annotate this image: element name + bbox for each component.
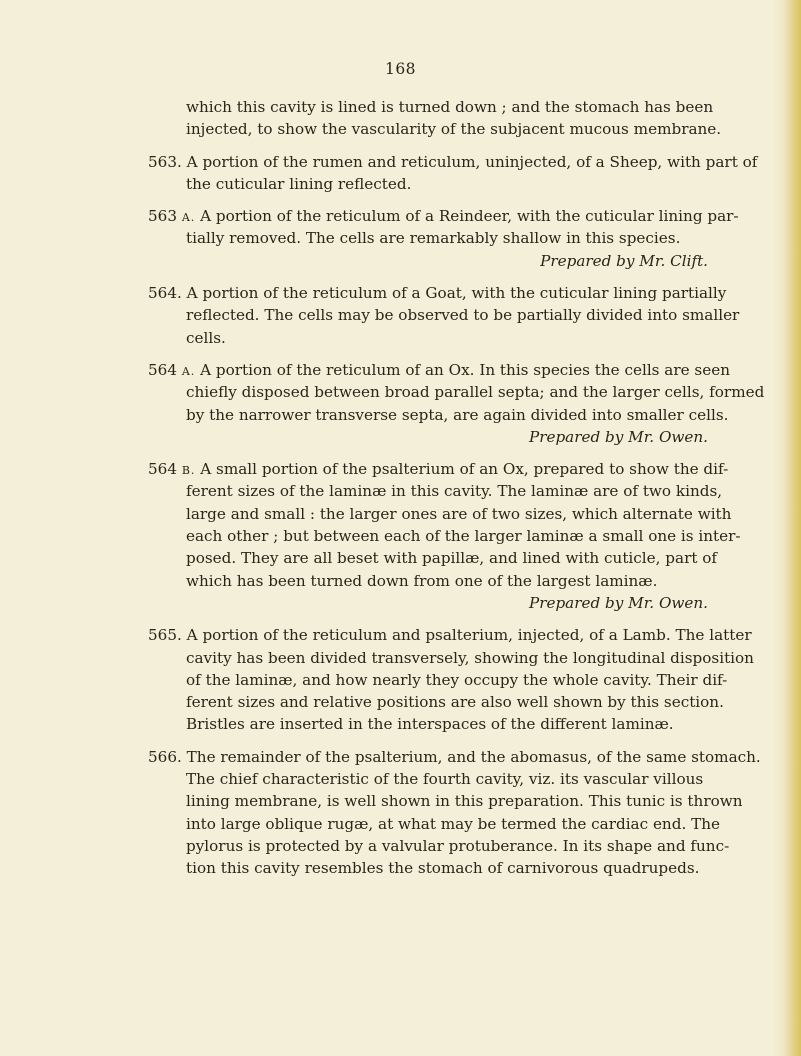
page-edge-shadow xyxy=(773,0,783,1056)
preparer-credit: Prepared by Mr. Owen. xyxy=(528,427,708,446)
entry-line xyxy=(148,570,708,592)
entry-letter: A. xyxy=(181,364,196,378)
entry-line xyxy=(148,381,765,403)
entry-text: reflected. The cells may be observed to be partially divided into smaller xyxy=(186,306,740,325)
entry-line xyxy=(148,547,718,569)
entry-text: each other ; but between each of the larger laminæ a small one is inter- xyxy=(186,527,741,546)
entry-line xyxy=(148,404,729,426)
entry-line xyxy=(148,813,720,835)
entry-letter: B. xyxy=(181,464,196,478)
entry-text: pylorus is protected by a valvular protuberance. In its shape and func- xyxy=(186,836,730,855)
entry-text: lining membrane, is well shown in this preparation. This tunic is thrown xyxy=(186,792,743,811)
entry-line xyxy=(148,790,743,812)
entry-text: which has been turned down from one of the largest laminæ. xyxy=(186,571,658,590)
entry-number: 564. xyxy=(148,284,182,303)
entry-text: ferent sizes and relative positions are also well shown by this section. xyxy=(186,693,724,712)
entry-line xyxy=(148,669,728,691)
entry-text: chiefly disposed between broad parallel septa; and the larger cells, formed xyxy=(186,383,765,402)
entry-number: 564 xyxy=(148,360,177,379)
entry-text: large and small : the larger ones are of two sizes, which alternate with xyxy=(186,504,732,523)
preparer-credit: Prepared by Mr. Clift. xyxy=(540,251,708,270)
entry-text: injected, to show the vascularity of the subjacent mucous membrane. xyxy=(186,120,722,139)
catalogue-entry xyxy=(148,205,739,272)
entry-first-line xyxy=(148,359,730,381)
entry-text: Bristles are inserted in the interspaces of the different laminæ. xyxy=(186,715,674,734)
entry-text: cells. xyxy=(186,328,226,347)
catalogue-entry xyxy=(148,96,722,141)
entry-number: 563 xyxy=(148,207,177,226)
entry-line xyxy=(148,857,708,879)
catalogue-text xyxy=(148,96,765,890)
entry-line xyxy=(148,691,724,713)
catalogue-entry xyxy=(148,458,741,614)
entry-line xyxy=(148,768,708,790)
preparer-credit: Prepared by Mr. Owen. xyxy=(528,593,708,612)
entry-first-line xyxy=(148,458,729,480)
entry-text: of the laminæ, and how nearly they occupy the whole cavity. Their dif- xyxy=(186,670,728,689)
entry-text: by the narrower transverse septa, are again divided into smaller cells. xyxy=(186,405,729,424)
entry-number: 563. xyxy=(148,152,182,171)
entry-line xyxy=(148,713,708,735)
entry-text: A portion of the reticulum of a Reindeer, with the cuticular lining par- xyxy=(200,207,739,226)
entry-line xyxy=(148,304,740,326)
entry-text: A portion of the rumen and reticulum, uninjected, of a Sheep, with part of xyxy=(186,152,758,171)
entry-number: 564 xyxy=(148,460,177,479)
entry-text: cavity has been divided transversely, showing the longitudinal disposition xyxy=(186,648,754,667)
catalogue-entry xyxy=(148,359,765,448)
catalogue-entry xyxy=(148,151,758,196)
page-edge xyxy=(783,0,801,1056)
entry-text: The chief characteristic of the fourth cavity, viz. its vascular villous xyxy=(186,770,704,789)
entry-text: posed. They are all beset with papillæ, and lined with cuticle, part of xyxy=(186,549,718,568)
entry-line xyxy=(148,327,708,349)
entry-line xyxy=(148,647,754,669)
entry-text: tion this cavity resembles the stomach of carnivorous quadrupeds. xyxy=(186,859,700,878)
entry-first-line xyxy=(148,746,761,768)
entry-text: ferent sizes of the laminæ in this cavity. The laminæ are of two kinds, xyxy=(186,482,723,501)
entry-line xyxy=(148,173,708,195)
entry-text: into large oblique rugæ, at what may be termed the cardiac end. The xyxy=(186,814,720,833)
page-number: 168 xyxy=(384,60,417,78)
entry-text: A portion of the reticulum and psalterium, injected, of a Lamb. The latter xyxy=(186,626,752,645)
entry-first-line xyxy=(148,151,758,173)
entry-first-line xyxy=(148,282,727,304)
entry-line xyxy=(148,525,741,547)
entry-line xyxy=(148,480,723,502)
entry-text: A portion of the reticulum of a Goat, with the cuticular lining partially xyxy=(186,284,727,303)
entry-number: 565. xyxy=(148,626,182,645)
entry-line xyxy=(148,503,732,525)
catalogue-entry xyxy=(148,624,754,735)
entry-text: The remainder of the psalterium, and the abomasus, of the same stomach. xyxy=(186,747,761,766)
entry-text: A portion of the reticulum of an Ox. In this species the cells are seen xyxy=(200,360,730,379)
catalogue-entry xyxy=(148,746,761,880)
entry-line xyxy=(148,118,722,140)
entry-text: A small portion of the psalterium of an Ox, prepared to show the dif- xyxy=(200,460,729,479)
entry-line xyxy=(148,835,730,857)
entry-letter: A. xyxy=(181,211,196,225)
entry-first-line xyxy=(148,205,739,227)
catalogue-entry xyxy=(148,282,740,349)
entry-text: which this cavity is lined is turned down ; and the stomach has been xyxy=(186,98,714,116)
entry-text: tially removed. The cells are remarkably shallow in this species. xyxy=(186,229,681,248)
entry-number: 566. xyxy=(148,747,182,766)
entry-text: the cuticular lining reflected. xyxy=(186,174,412,193)
entry-line xyxy=(148,96,714,118)
entry-first-line xyxy=(148,624,752,646)
entry-line xyxy=(148,227,708,249)
